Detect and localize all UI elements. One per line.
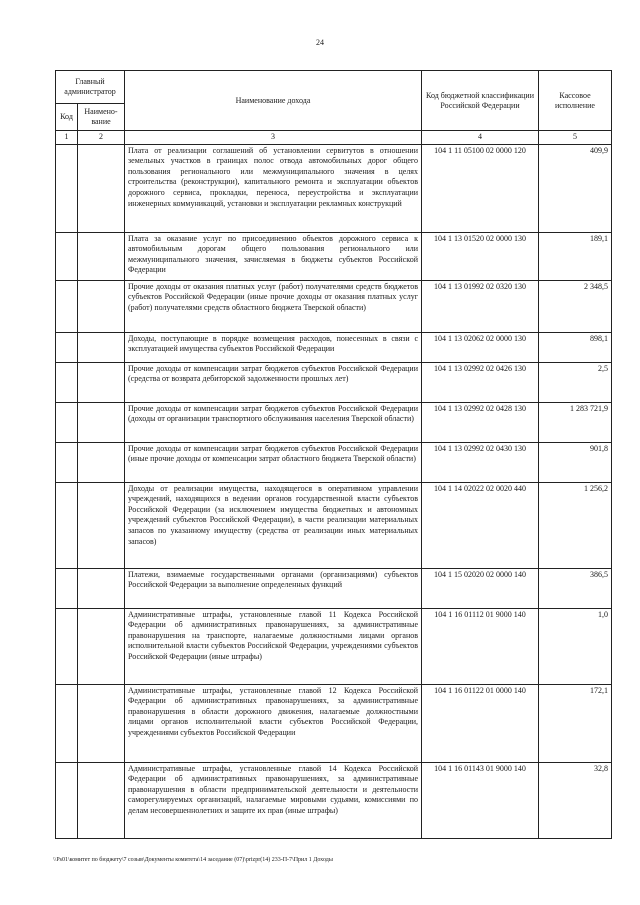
table-row bbox=[56, 442, 612, 482]
table-row bbox=[56, 332, 612, 362]
amount-cell: 901,8 bbox=[539, 442, 612, 482]
header-kbk: Код бюджетной классификации Российской Федерации bbox=[422, 71, 539, 131]
income-name-cell: Платежи, взимаемые государственными органами (организациями) субъектов Российской Федерации за выполнение определенных функций bbox=[125, 568, 422, 608]
income-name-cell: Прочие доходы от компенсации затрат бюджетов субъектов Российской Федерации (доходы от организации транспортного обслуживания населения Тверской области) bbox=[125, 402, 422, 442]
table-row bbox=[56, 568, 612, 608]
column-number: 3 bbox=[125, 131, 422, 145]
header-income-name: Наименование дохода bbox=[125, 71, 422, 131]
kbk-cell: 104 1 13 01520 02 0000 130 bbox=[422, 232, 539, 280]
page-number: 24 bbox=[316, 38, 324, 47]
table-row bbox=[56, 144, 612, 232]
admin-name-cell bbox=[78, 402, 125, 442]
table-row bbox=[56, 762, 612, 838]
amount-cell: 32,8 bbox=[539, 762, 612, 838]
admin-name-cell bbox=[78, 762, 125, 838]
admin-code-cell bbox=[56, 684, 78, 762]
column-number: 1 bbox=[56, 131, 78, 145]
amount-cell: 2,5 bbox=[539, 362, 612, 402]
column-number-row bbox=[56, 131, 612, 145]
amount-cell: 172,1 bbox=[539, 684, 612, 762]
admin-name-cell bbox=[78, 608, 125, 684]
table-row bbox=[56, 402, 612, 442]
amount-cell: 1,0 bbox=[539, 608, 612, 684]
kbk-cell: 104 1 11 05100 02 0000 120 bbox=[422, 144, 539, 232]
admin-code-cell bbox=[56, 362, 78, 402]
kbk-cell: 104 1 16 01112 01 9000 140 bbox=[422, 608, 539, 684]
column-number: 5 bbox=[539, 131, 612, 145]
income-name-cell: Административные штрафы, установленные главой 12 Кодекса Российской Федерации об административных правонарушениях, за административные правонарушения в области дорожного движения, налагаемые должностными лицами органов исполнительной власти субъектов Российской Федерации, учреждениями субъектов Российской Федерации bbox=[125, 684, 422, 762]
income-name-cell: Прочие доходы от оказания платных услуг (работ) получателями средств бюджетов субъектов Российской Федерации (иные прочие доходы от оказания платных услуг (работ) получателями средств областного бюджета Тверской области) bbox=[125, 280, 422, 332]
admin-code-cell bbox=[56, 332, 78, 362]
kbk-cell: 104 1 13 02992 02 0426 130 bbox=[422, 362, 539, 402]
amount-cell: 1 256,2 bbox=[539, 482, 612, 568]
amount-cell: 2 348,5 bbox=[539, 280, 612, 332]
admin-code-cell bbox=[56, 144, 78, 232]
amount-cell: 898,1 bbox=[539, 332, 612, 362]
table-row bbox=[56, 362, 612, 402]
column-number: 4 bbox=[422, 131, 539, 145]
kbk-cell: 104 1 13 02992 02 0430 130 bbox=[422, 442, 539, 482]
admin-code-cell bbox=[56, 280, 78, 332]
admin-code-cell bbox=[56, 568, 78, 608]
table-row bbox=[56, 482, 612, 568]
admin-name-cell bbox=[78, 362, 125, 402]
header-chief-admin: Главный администратор bbox=[56, 71, 125, 104]
header-admin-name: Наимено-вание bbox=[78, 104, 125, 131]
income-name-cell: Доходы от реализации имущества, находящегося в оперативном управлении учреждений, находящихся в ведении органов государственной власти субъектов Российской Федерации (за исключением имущества бюджетных и автономных учреждений субъектов Российской Федерации), в части реализации материальных запасов по указанному имуществу (средства от реализации иных материальных запасов) bbox=[125, 482, 422, 568]
admin-name-cell bbox=[78, 232, 125, 280]
table-row bbox=[56, 608, 612, 684]
admin-name-cell bbox=[78, 442, 125, 482]
header-code: Код bbox=[56, 104, 78, 131]
kbk-cell: 104 1 14 02022 02 0020 440 bbox=[422, 482, 539, 568]
table-row bbox=[56, 232, 612, 280]
admin-name-cell bbox=[78, 482, 125, 568]
income-name-cell: Доходы, поступающие в порядке возмещения расходов, понесенных в связи с эксплуатацией имущества субъектов Российской Федерации bbox=[125, 332, 422, 362]
income-name-cell: Административные штрафы, установленные главой 11 Кодекса Российской Федерации об административных правонарушениях, за административные правонарушения на транспорте, налагаемые должностными лицами органов исполнительной власти субъектов Российской Федерации, учреждениями субъектов Российской Федерации (иные штрафы) bbox=[125, 608, 422, 684]
admin-code-cell bbox=[56, 402, 78, 442]
income-name-cell: Административные штрафы, установленные главой 14 Кодекса Российской Федерации об административных правонарушениях, за административные правонарушения в области предпринимательской деятельности и деятельности саморегулируемых организаций, налагаемые мировыми судьями, комиссиями по делам несовершеннолетних и защите их прав (иные штрафы) bbox=[125, 762, 422, 838]
admin-code-cell bbox=[56, 762, 78, 838]
admin-name-cell bbox=[78, 332, 125, 362]
kbk-cell: 104 1 16 01143 01 9000 140 bbox=[422, 762, 539, 838]
admin-code-cell bbox=[56, 442, 78, 482]
kbk-cell: 104 1 15 02020 02 0000 140 bbox=[422, 568, 539, 608]
kbk-cell: 104 1 13 02062 02 0000 130 bbox=[422, 332, 539, 362]
table-row bbox=[56, 280, 612, 332]
admin-code-cell bbox=[56, 232, 78, 280]
income-name-cell: Плата за оказание услуг по присоединению объектов дорожного сервиса к автомобильным дорогам общего пользования регионального или межмуниципального значения, зачисляемая в бюджеты субъектов Российской Федерации bbox=[125, 232, 422, 280]
income-name-cell: Прочие доходы от компенсации затрат бюджетов субъектов Российской Федерации (средства от возврата дебиторской задолженности прошлых лет) bbox=[125, 362, 422, 402]
income-table bbox=[55, 70, 612, 839]
admin-name-cell bbox=[78, 280, 125, 332]
income-name-cell: Прочие доходы от компенсации затрат бюджетов субъектов Российской Федерации (иные прочие доходы от компенсации затрат областного бюджета Тверской области) bbox=[125, 442, 422, 482]
amount-cell: 189,1 bbox=[539, 232, 612, 280]
admin-code-cell bbox=[56, 608, 78, 684]
kbk-cell: 104 1 13 01992 02 0320 130 bbox=[422, 280, 539, 332]
kbk-cell: 104 1 16 01122 01 0000 140 bbox=[422, 684, 539, 762]
header-execution: Кассовое исполнение bbox=[539, 71, 612, 131]
footer-file-path: \\Ps01\комитет по бюджету\7 созыв\Документы комитета\14 заседание (07)\prizpr(14) 233-П-7\Прил 1 Доходы bbox=[53, 857, 333, 863]
amount-cell: 1 283 721,9 bbox=[539, 402, 612, 442]
admin-name-cell bbox=[78, 684, 125, 762]
amount-cell: 409,9 bbox=[539, 144, 612, 232]
column-number: 2 bbox=[78, 131, 125, 145]
kbk-cell: 104 1 13 02992 02 0428 130 bbox=[422, 402, 539, 442]
admin-name-cell bbox=[78, 568, 125, 608]
table-row bbox=[56, 684, 612, 762]
admin-name-cell bbox=[78, 144, 125, 232]
amount-cell: 386,5 bbox=[539, 568, 612, 608]
admin-code-cell bbox=[56, 482, 78, 568]
income-name-cell: Плата от реализации соглашений об установлении сервитутов в отношении земельных участков в границах полос отвода автомобильных дорог общего пользования регионального или межмуниципального значения в целях строительства (реконструкции), капитального ремонта и эксплуатации объектов дорожного сервиса, прокладки, переноса, переустройства и эксплуатации инженерных коммуникаций, установки и эксплуатации рекламных конструкций bbox=[125, 144, 422, 232]
